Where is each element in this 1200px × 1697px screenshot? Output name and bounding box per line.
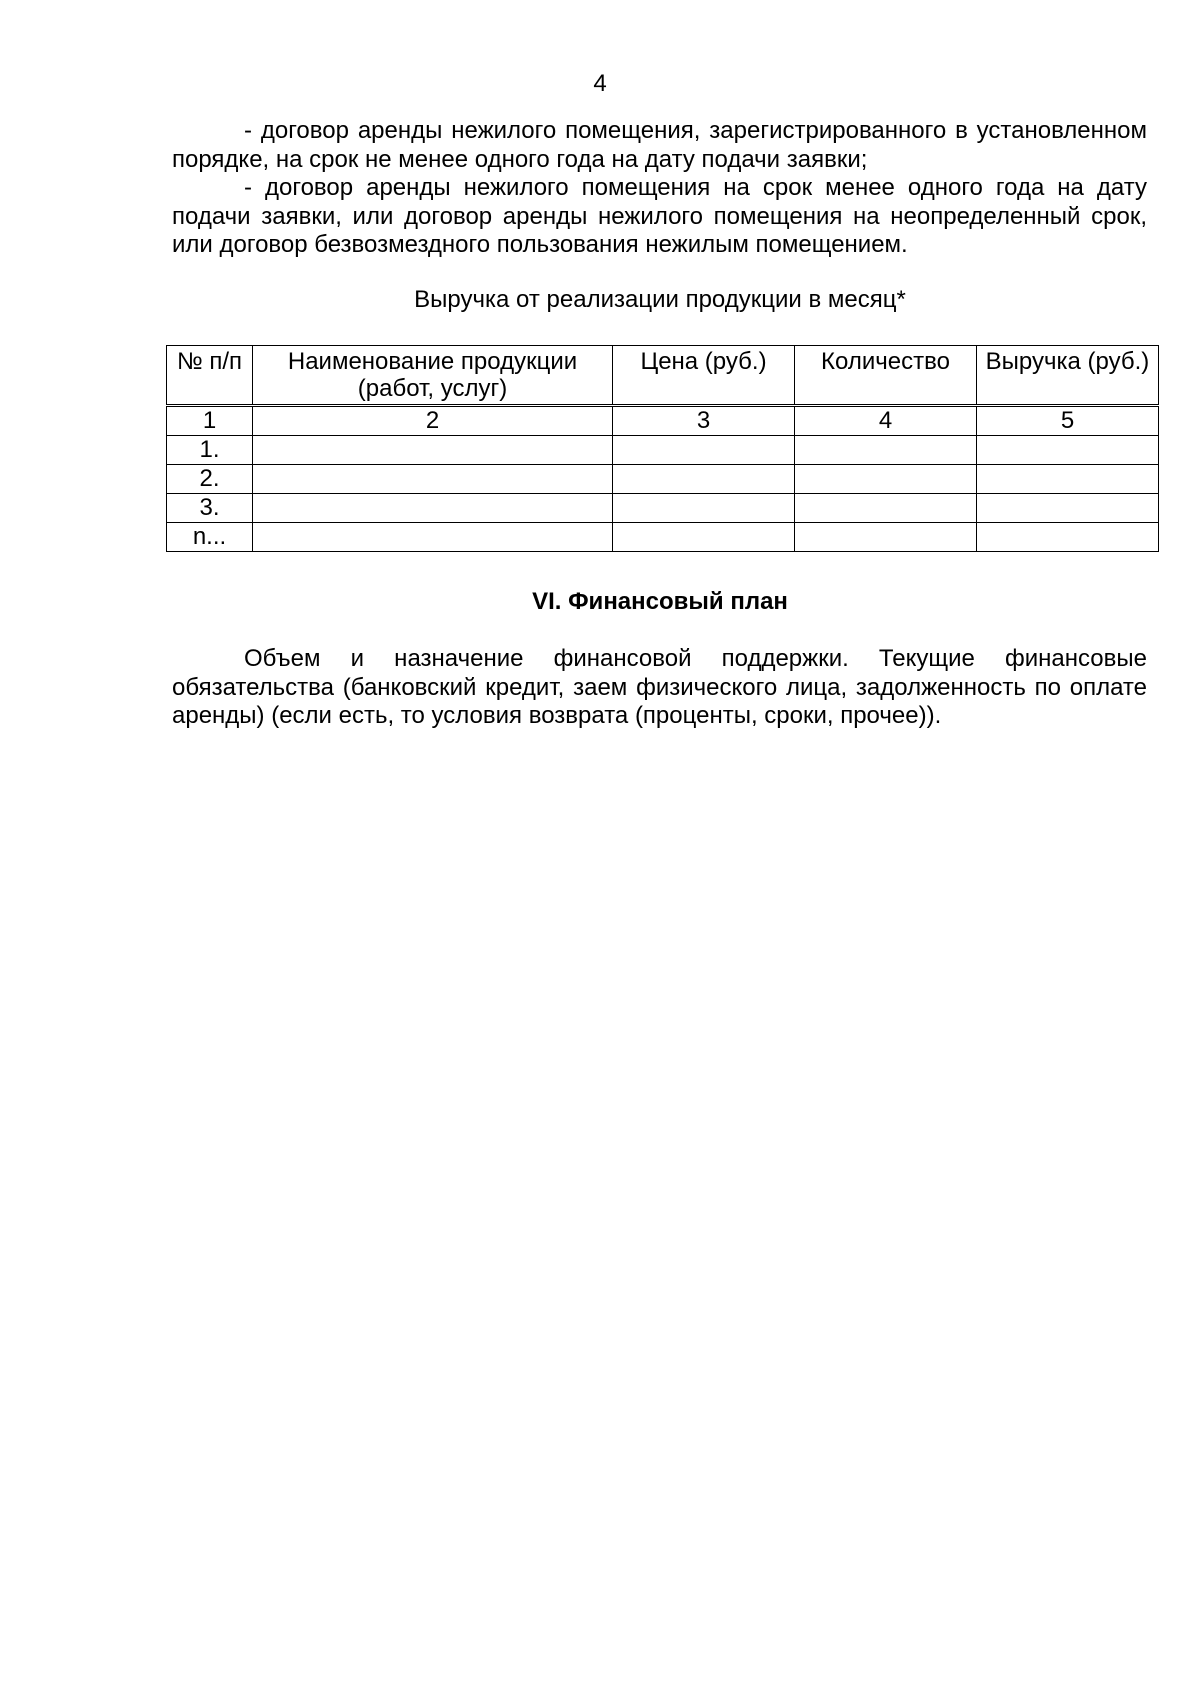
table-cell — [253, 494, 613, 523]
table-cell — [613, 465, 795, 494]
table-cell — [977, 494, 1159, 523]
page-number: 4 — [593, 70, 607, 97]
row-index: 1. — [167, 436, 253, 465]
intro-text — [172, 117, 1147, 260]
table-cell — [795, 436, 977, 465]
column-number: 3 — [613, 406, 795, 436]
table-cell — [795, 494, 977, 523]
column-number: 1 — [167, 406, 253, 436]
table-cell — [977, 523, 1159, 552]
section-heading: VI. Финансовый план — [532, 588, 788, 615]
intro-paragraph-2: - договор аренды нежилого помещения на срок менее одного года на дату подачи заявки, или договор аренды нежилого помещения на неопределенный срок, или договор безвозмездного пользования нежилым помещением. — [172, 174, 1147, 258]
table-row — [167, 523, 1159, 552]
table-cell — [977, 465, 1159, 494]
table-cell — [613, 494, 795, 523]
table-title: Выручка от реализации продукции в месяц* — [414, 286, 906, 313]
table-header-row — [167, 346, 1159, 406]
table-cell — [613, 523, 795, 552]
table-row — [167, 494, 1159, 523]
revenue-table — [166, 345, 1159, 552]
column-number-row — [167, 406, 1159, 436]
table-cell — [253, 436, 613, 465]
table-cell — [613, 436, 795, 465]
row-index: 3. — [167, 494, 253, 523]
intro-paragraph-1: - договор аренды нежилого помещения, зарегистрированного в установленном порядке, на срок не менее одного года на дату подачи заявки; — [172, 117, 1147, 173]
column-number: 5 — [977, 406, 1159, 436]
header-revenue: Выручка (руб.) — [977, 346, 1159, 406]
row-index: n... — [167, 523, 253, 552]
header-price: Цена (руб.) — [613, 346, 795, 406]
table-cell — [253, 523, 613, 552]
table-cell — [795, 523, 977, 552]
table-row — [167, 436, 1159, 465]
section-text — [172, 645, 1147, 731]
header-number: № п/п — [167, 346, 253, 406]
table-cell — [977, 436, 1159, 465]
column-number: 4 — [795, 406, 977, 436]
header-quantity: Количество — [795, 346, 977, 406]
column-number: 2 — [253, 406, 613, 436]
table-row — [167, 465, 1159, 494]
table-cell — [795, 465, 977, 494]
row-index: 2. — [167, 465, 253, 494]
table-cell — [253, 465, 613, 494]
header-product-name: Наименование продукции (работ, услуг) — [253, 346, 613, 406]
section-paragraph: Объем и назначение финансовой поддержки. Текущие финансовые обязательства (банковский кредит, заем физического лица, задолженность по оплате аренды) (если есть, то условия возврата (проценты, сроки, прочее)). — [172, 645, 1147, 729]
